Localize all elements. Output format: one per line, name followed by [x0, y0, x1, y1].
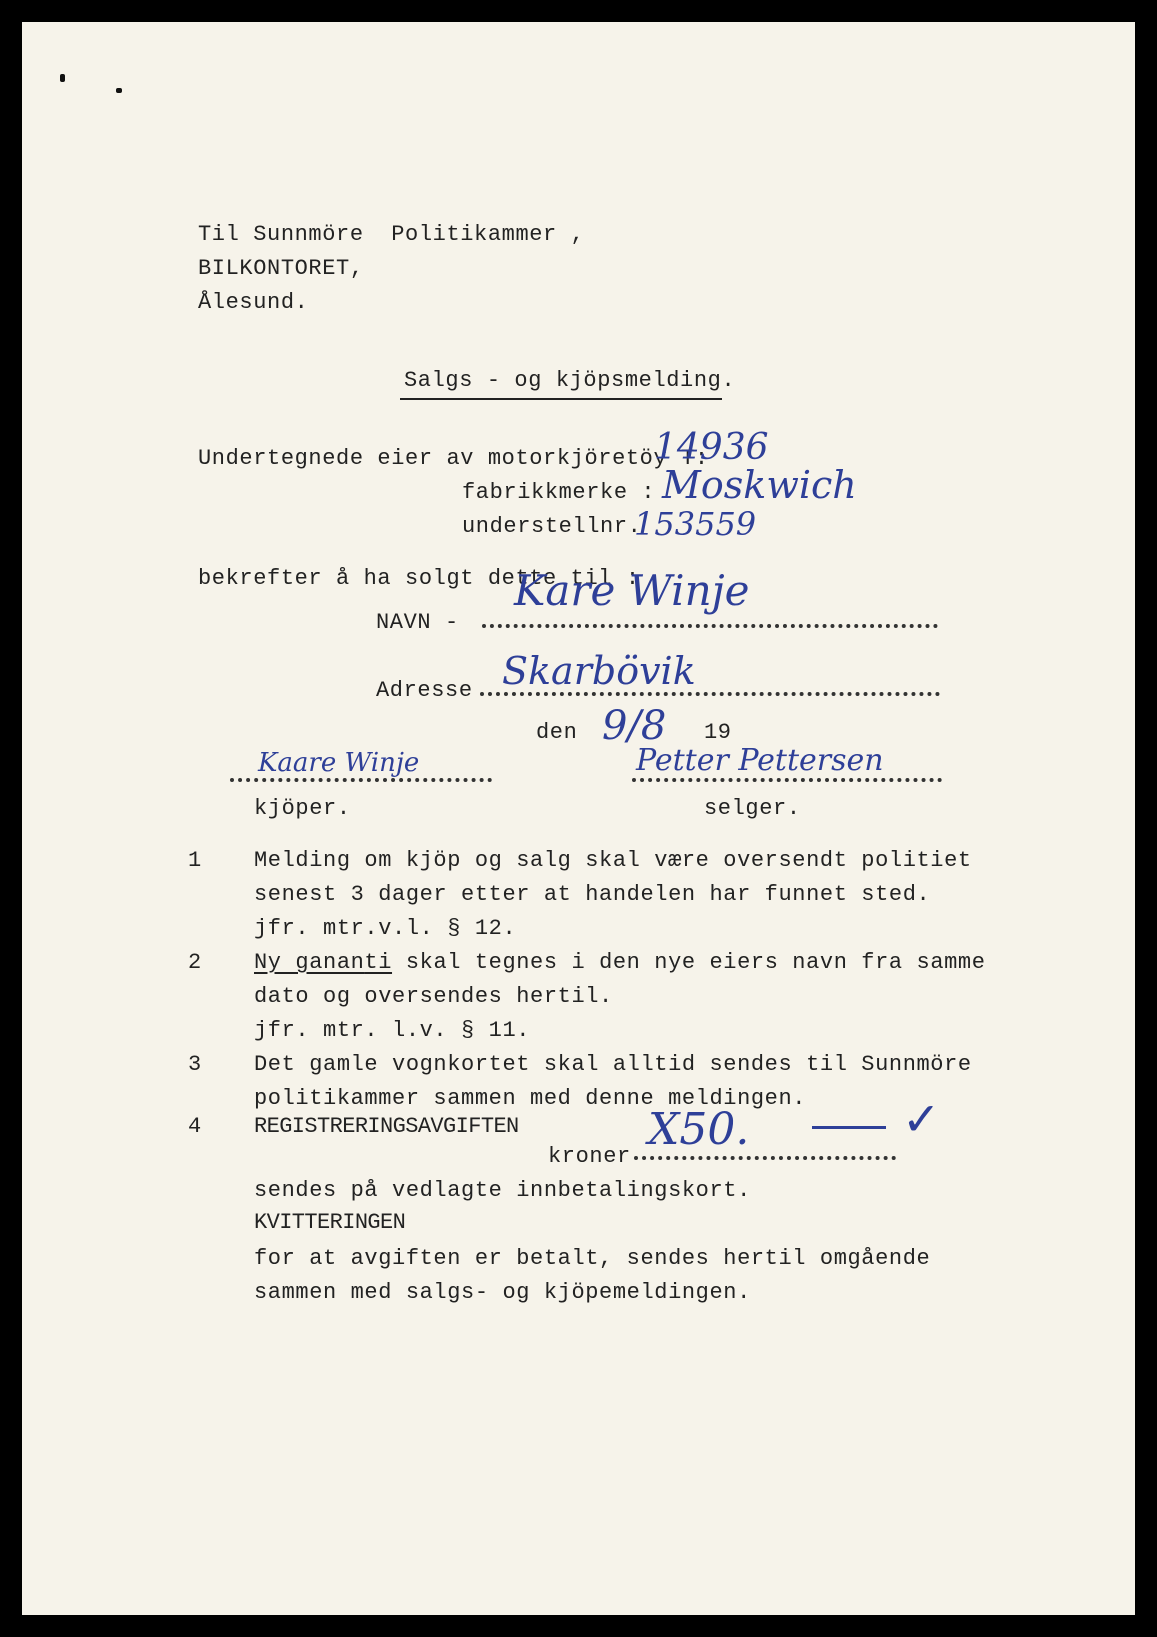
ink-speck	[116, 88, 122, 93]
kroner-line	[634, 1156, 896, 1160]
address-line-1: Til Sunnmöre Politikammer ,	[198, 222, 585, 247]
note-number: 2	[188, 950, 202, 975]
make-value: Moskwich	[662, 463, 857, 507]
note-number: 4	[188, 1114, 202, 1139]
note-line: KVITTERINGEN	[254, 1210, 406, 1235]
confirm-label: bekrefter å ha solgt dette til :	[198, 566, 640, 591]
title-underline	[400, 398, 722, 400]
fee-dash	[812, 1126, 886, 1129]
underlined-phrase-end: ti	[364, 950, 393, 975]
registration-number: 14936	[654, 427, 769, 468]
note-line	[254, 952, 986, 974]
document-page	[22, 22, 1135, 1615]
note-number: 3	[188, 1052, 202, 1077]
buyer-signature: Kaare Winje	[258, 748, 420, 778]
underlined-phrase: Ny ganan	[254, 950, 365, 975]
note-line: sammen med salgs- og kjöpemeldingen.	[254, 1280, 751, 1305]
chassis-value: 153559	[634, 505, 757, 543]
note-line: sendes på vedlagte innbetalingskort.	[254, 1178, 751, 1203]
note-line: politikammer sammen med denne meldingen.	[254, 1086, 807, 1111]
date-prefix: den	[536, 720, 578, 745]
owner-label: Undertegnede eier av motorkjöretöy T:	[198, 446, 709, 471]
note-line: jfr. mtr.v.l. § 12.	[254, 916, 517, 941]
note-line: Melding om kjöp og salg skal være oversendt politiet	[254, 848, 972, 873]
seller-role-label: selger.	[704, 796, 801, 821]
buyer-role-label: kjöper.	[254, 796, 351, 821]
document-title: Salgs - og kjöpsmelding.	[404, 368, 736, 393]
note-number: 1	[188, 848, 202, 873]
date-year: 19	[704, 720, 732, 745]
note-line: senest 3 dager etter at handelen har funnet sted.	[254, 882, 931, 907]
note-line: jfr. mtr. l.v. § 11.	[254, 1018, 531, 1043]
address-line-2: BILKONTORET,	[198, 256, 364, 281]
address-line-3: Ålesund.	[198, 290, 309, 315]
check-mark: ✓	[902, 1092, 941, 1146]
ink-speck	[60, 74, 65, 82]
note-line: for at avgiften er betalt, sendes hertil omgående	[254, 1246, 931, 1271]
note-line: Det gamle vognkortet skal alltid sendes til Sunnmöre	[254, 1052, 972, 1077]
sale-date: 9/8	[602, 703, 667, 749]
note-line-rest: skal tegnes i den nye eiers navn fra samme	[392, 950, 986, 975]
buyer-signature-line	[230, 778, 492, 782]
fee-amount: X50.	[648, 1104, 750, 1155]
seller-signature: Petter Pettersen	[636, 743, 884, 778]
fee-heading: REGISTRERINGSAVGIFTEN	[254, 1114, 519, 1139]
chassis-label: understellnr.	[462, 514, 642, 539]
buyer-name: Kare Winje	[514, 566, 750, 615]
note-line: dato og oversendes hertil.	[254, 984, 613, 1009]
kroner-label: kroner	[548, 1144, 631, 1169]
make-label: fabrikkmerke :	[462, 480, 656, 505]
buyer-name-line	[482, 624, 938, 628]
seller-signature-line	[632, 778, 942, 782]
buyer-address-label: Adresse	[376, 678, 473, 703]
buyer-name-label: NAVN -	[376, 610, 459, 635]
buyer-address: Skarbövik	[502, 649, 696, 693]
